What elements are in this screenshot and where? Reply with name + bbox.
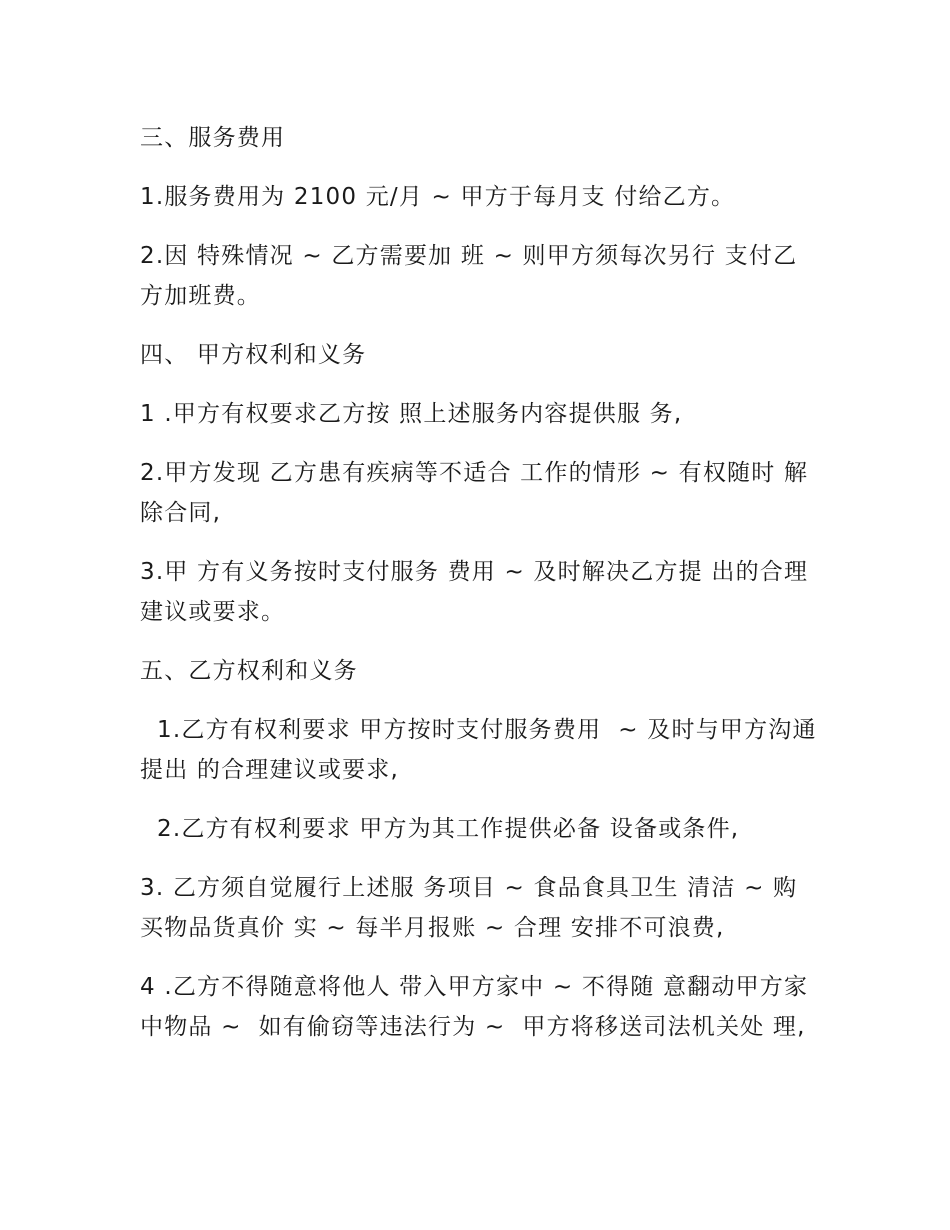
clause-fee-amount: 1.服务费用为 2100 元/月 ~ 甲方于每月支 付给乙方。 xyxy=(140,184,736,210)
document-body xyxy=(140,118,820,1066)
clause-party-a-3: 3.甲 方有义务按时支付服务 费用 ~ 及时解决乙方提 出的合理建议或要求。 xyxy=(140,559,809,625)
clause-overtime-pay: 2.因 特殊情况 ~ 乙方需要加 班 ~ 则甲方须每次另行 支付乙方加班费。 xyxy=(140,243,798,309)
clause-party-b-2: 2.乙方有权利要求 甲方为其工作提供必备 设备或条件, xyxy=(140,816,740,842)
section-heading-party-a: 四、 甲方权利和义务 xyxy=(140,342,367,368)
clause-party-a-2: 2.甲方发现 乙方患有疾病等不适合 工作的情形 ~ 有权随时 解除合同, xyxy=(140,460,809,526)
clause-party-b-1: 1.乙方有权利要求 甲方按时支付服务费用 ~ 及时与甲方沟通提出 的合理建议或要求, xyxy=(140,717,817,783)
clause-party-a-1: 1 .甲方有权要求乙方按 照上述服务内容提供服 务, xyxy=(140,401,683,427)
clause-party-b-4: 4 .乙方不得随意将他人 带入甲方家中 ~ 不得随 意翻动甲方家中物品 ~ 如有偷窃等违法行为 ~ 甲方将移送司法机关处 理, xyxy=(140,974,809,1040)
section-heading-party-b: 五、乙方权利和义务 xyxy=(140,658,358,684)
section-heading-fees: 三、服务费用 xyxy=(140,125,286,151)
clause-party-b-3: 3. 乙方须自觉履行上述服 务项目 ~ 食品食具卫生 清洁 ~ 购买物品货真价 实 ~ 每半月报账 ~ 合理 安排不可浪费, xyxy=(140,875,798,941)
